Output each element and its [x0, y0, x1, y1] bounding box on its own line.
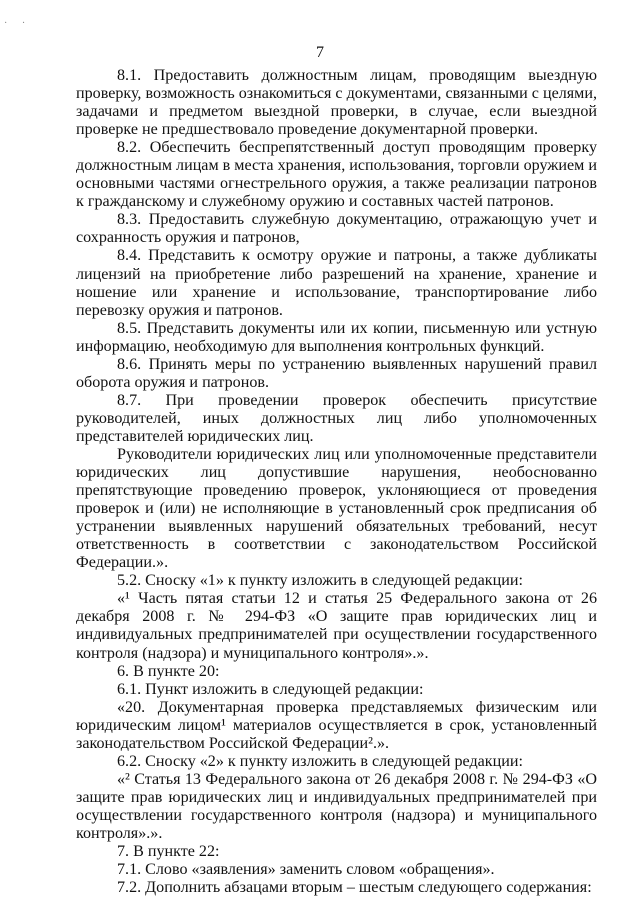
paragraph-8-3: 8.3. Предоставить служебную документацию, отражающую учет и сохранность оружия и патронов,	[76, 211, 602, 247]
paragraph-responsibility: Руководители юридических лиц или уполномоченные представители юридических лиц допустившие нарушения, необоснованно препятствующие проведению проверок, уклоняющиеся от проведения проверок и (или) не исполняющие в установленный срок предписания об устранении выявленных нарушений обязательных требований, несут ответственность в соответствии с законодательством Российской Федерации.».	[76, 445, 602, 572]
paragraph-5-2: 5.2. Сноску «1» к пункту изложить в следующей редакции:	[117, 572, 523, 590]
paragraph-6: 6. В пункте 20:	[117, 662, 220, 680]
paragraph-7: 7. В пункте 22:	[117, 843, 220, 861]
paragraph-8-2: 8.2. Обеспечить беспрепятственный доступ проводящим проверку должностным лицам в места хранения, использования, торговли оружием и основными частями огнестрельного оружия, а также реализации патронов к гражданскому и служебному оружию и составных частей патронов.	[76, 139, 602, 211]
page-number: 7	[316, 44, 324, 61]
paragraph-6-2: 6.2. Сноску «2» к пункту изложить в следующей редакции:	[117, 752, 523, 770]
paragraph-20: «20. Документарная проверка представляемых физическим или юридическим лицом¹ материалов осуществляется в срок, установленный законодательством Российской Федерации².».	[76, 698, 602, 752]
scan-mark: · ·	[4, 18, 32, 29]
paragraph-7-1: 7.1. Слово «заявления» заменить словом «обращения».	[117, 861, 495, 879]
paragraph-8-5: 8.5. Представить документы или их копии, письменную или устную информацию, необходимую для выполнения контрольных функций.	[76, 319, 602, 355]
paragraph-footnote-1: «¹ Часть пятая статьи 12 и статья 25 Федерального закона от 26 декабря 2008 г. № 294-ФЗ «О защите прав юридических лиц и индивидуальных предпринимателей при осуществлении государственного контроля (надзора) и муниципального контроля».».	[76, 590, 602, 662]
paragraph-8-4: 8.4. Представить к осмотру оружие и патроны, а также дубликаты лицензий на приобретение либо разрешений на хранение, хранение и ношение или хранение и использование, транспортирование либо перевозку оружия и патронов.	[76, 247, 602, 319]
paragraph-8-1: 8.1. Предоставить должностным лицам, проводящим выездную проверку, возможность ознакомиться с документами, связанными с целями, задачами и предметом выездной проверки, в случае, если выездной проверке не предшествовало проведение документарной проверки.	[76, 67, 602, 139]
paragraph-7-2: 7.2. Дополнить абзацами вторым – шестым следующего содержания:	[117, 879, 592, 897]
document-body	[76, 67, 602, 897]
paragraph-8-7: 8.7. При проведении проверок обеспечить присутствие руководителей, иных должностных лиц либо уполномоченных представителей юридических лиц.	[76, 391, 602, 445]
paragraph-8-6: 8.6. Принять меры по устранению выявленных нарушений правил оборота оружия и патронов.	[76, 355, 602, 391]
paragraph-6-1: 6.1. Пункт изложить в следующей редакции:	[117, 680, 424, 698]
paragraph-footnote-2: «² Статья 13 Федерального закона от 26 декабря 2008 г. № 294-ФЗ «О защите прав юридических лиц и индивидуальных предпринимателей при осуществлении государственного контроля (надзора) и муниципального контроля».».	[76, 770, 602, 842]
